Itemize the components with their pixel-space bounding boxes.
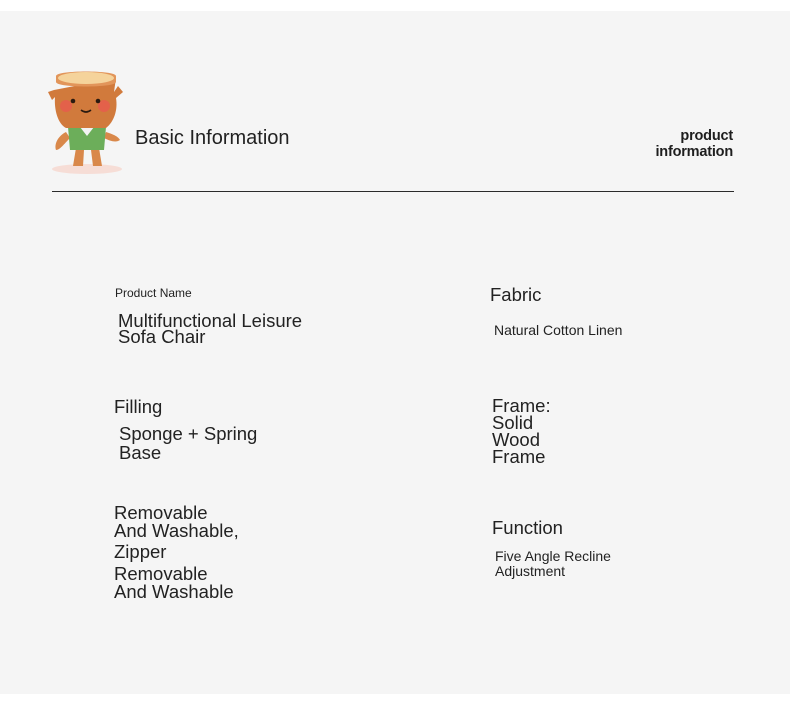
- filling-value: [119, 424, 257, 462]
- product-name-line2: Sofa Chair: [118, 326, 206, 347]
- removable-line4: Removable: [114, 563, 208, 584]
- frame-line3: Wood: [492, 429, 540, 450]
- frame-line1: Frame:: [492, 395, 551, 416]
- removable-line5: And Washable: [114, 581, 234, 602]
- filling-label: Filling: [114, 396, 163, 417]
- removable-line1: Removable: [114, 502, 208, 523]
- product-name-label: Product Name: [115, 286, 192, 300]
- function-line1: Five Angle Recline: [495, 548, 611, 564]
- function-line2: Adjustment: [495, 563, 566, 579]
- filling-line2: Base: [119, 442, 162, 463]
- function-label: Function: [492, 517, 563, 538]
- header-divider: [52, 191, 734, 192]
- frame-block: [492, 397, 551, 465]
- removable-line3: Zipper: [114, 541, 167, 562]
- fabric-value: Natural Cotton Linen: [494, 322, 623, 338]
- product-name-line1: Multifunctional Leisure: [118, 310, 303, 331]
- tag-line-product: product: [680, 128, 733, 144]
- page-title: Basic Information: [135, 127, 290, 149]
- product-name-value: [118, 310, 303, 347]
- removable-line2: And Washable,: [114, 520, 239, 541]
- filling-line1: Sponge + Spring: [119, 423, 258, 444]
- frame-line2: Solid: [492, 412, 534, 433]
- frame-line4: Frame: [492, 446, 546, 467]
- fabric-label: Fabric: [490, 284, 542, 305]
- product-information-tag: [655, 128, 733, 160]
- removable-block: [114, 502, 239, 602]
- function-value: [495, 549, 611, 579]
- tag-line-information: information: [655, 144, 733, 160]
- tree-stump-mascot-icon: [46, 70, 128, 176]
